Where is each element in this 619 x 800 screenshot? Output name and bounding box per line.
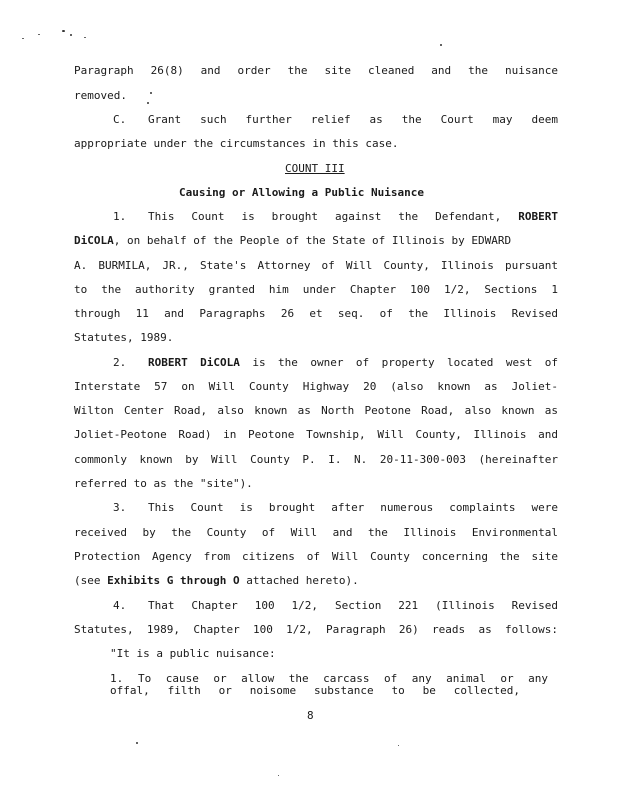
paragraph-number: 2. — [113, 356, 127, 369]
count-heading: COUNT III — [285, 162, 345, 175]
paragraph-number: 1. — [113, 210, 127, 223]
scan-speck — [398, 745, 399, 746]
body-line: This Count is brought after numerous complaints were — [148, 501, 558, 514]
defendant-name: DiCOLA — [74, 234, 114, 247]
body-line: appropriate under the circumstances in this case. — [74, 137, 399, 150]
quote-line: To cause or allow the carcass of any animal or any — [138, 672, 548, 685]
scan-speck — [136, 742, 138, 744]
scan-speck — [147, 102, 149, 104]
quote-intro: "It is a public nuisance: — [110, 647, 276, 660]
count-subheading: Causing or Allowing a Public Nuisance — [179, 186, 425, 199]
body-line: (see Exhibits G through O attached hereto). — [74, 574, 359, 587]
body-line: That Chapter 100 1/2, Section 221 (Illinois Revised — [148, 599, 558, 612]
scan-speck — [38, 34, 40, 35]
body-line: Protection Agency from citizens of Will County concerning the site — [74, 550, 558, 563]
page-number: 8 — [307, 709, 314, 722]
body-line: Grant such further relief as the Court may deem — [148, 113, 558, 126]
body-line: A. BURMILA, JR., State's Attorney of Will County, Illinois pursuant — [74, 259, 558, 272]
scan-speck — [22, 38, 24, 39]
quote-line: offal, filth or noisome substance to be collected, — [110, 684, 520, 697]
list-label: C. — [113, 113, 127, 126]
body-line: removed. — [74, 89, 127, 102]
scan-speck — [62, 30, 65, 32]
body-line: received by the County of Will and the Illinois Environmental — [74, 526, 558, 539]
body-line: referred to as the "site"). — [74, 477, 253, 490]
scan-speck — [150, 92, 152, 94]
exhibit-reference: Exhibits G through O — [107, 574, 240, 587]
body-line: Statutes, 1989. — [74, 331, 174, 344]
body-line: Joliet-Peotone Road) in Peotone Township, Will County, Illinois and — [74, 428, 558, 441]
body-line: Statutes, 1989, Chapter 100 1/2, Paragraph 26) reads as follows: — [74, 623, 558, 636]
defendant-name: ROBERT DiCOLA — [148, 356, 240, 369]
body-line: commonly known by Will County P. I. N. 20-11-300-003 (hereinafter — [74, 453, 558, 466]
body-line: through 11 and Paragraphs 26 et seq. of the Illinois Revised — [74, 307, 558, 320]
body-line: ROBERT DiCOLA is the owner of property located west of — [148, 356, 559, 369]
quote-item-number: 1. — [110, 672, 124, 685]
scan-speck — [440, 44, 442, 46]
paragraph-number: 3. — [113, 501, 127, 514]
body-line: Paragraph 26(8) and order the site cleaned and the nuisance — [74, 64, 558, 77]
defendant-name: ROBERT — [518, 210, 558, 223]
body-line: Interstate 57 on Will County Highway 20 (also known as Joliet- — [74, 380, 558, 393]
body-line: DiCOLA, on behalf of the People of the State of Illinois by EDWARD — [74, 234, 512, 247]
body-line: Wilton Center Road, also known as North Peotone Road, also known as — [74, 404, 558, 417]
body-line: This Count is brought against the Defendant, ROBERT — [148, 210, 558, 223]
scan-speck — [70, 34, 72, 36]
scan-speck — [84, 37, 86, 38]
body-line: to the authority granted him under Chapter 100 1/2, Sections 1 — [74, 283, 558, 296]
paragraph-number: 4. — [113, 599, 127, 612]
scan-speck — [278, 775, 279, 776]
